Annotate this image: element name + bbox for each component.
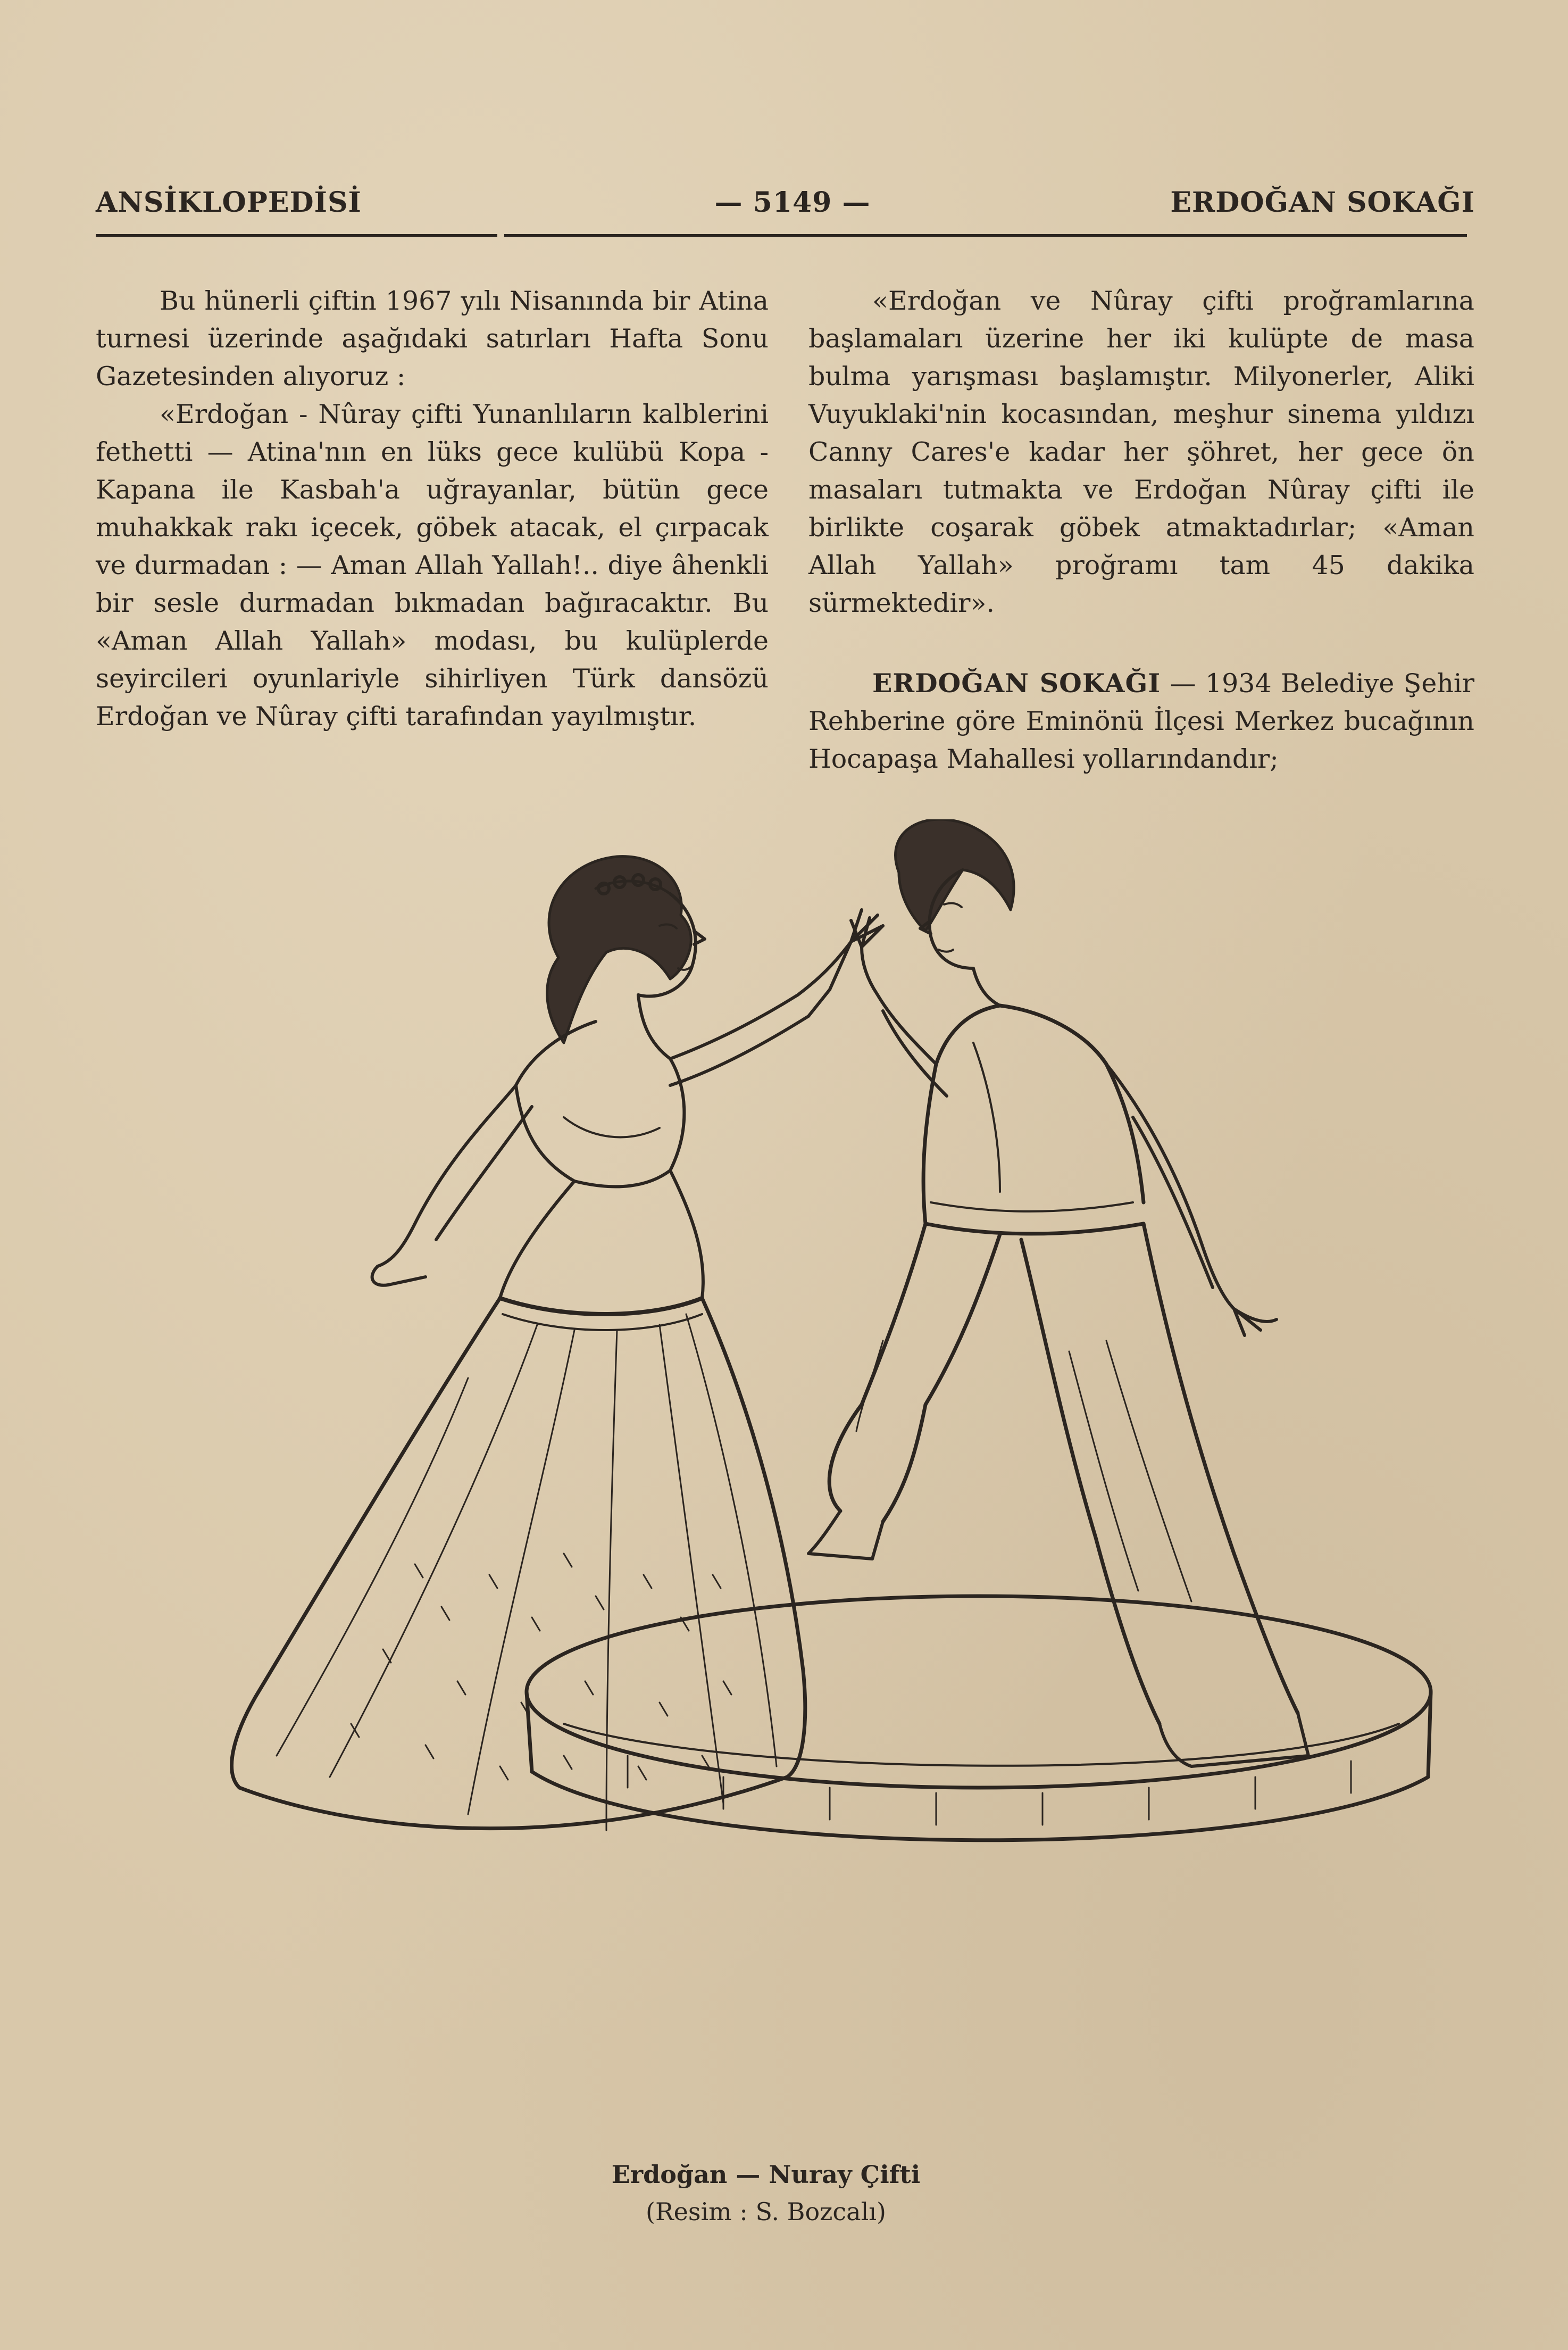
left-column: [96, 282, 769, 735]
man-dancer: [808, 819, 1308, 1766]
right-column: [808, 282, 1474, 778]
left-paragraph-2: «Erdoğan - Nûray çifti Yunanlıların kalblerini fethetti — Atina'nın en lüks gece kulübü Kopa - Kapana ile Kasbah'a uğrayanlar, bütün gece muhakkak rakı içecek, göbek atacak, el çırpacak ve durmadan : — Aman Allah Yallah!.. diye âhenkli bir sesle durmadan bıkmadan bağıracaktır. Bu «Aman Allah Yallah» modası, bu kulüplerde seyircileri oyunlariyle sihirliyen Türk dansözü Erdoğan ve Nûray çifti tarafından yayılmıştır.: [96, 399, 769, 732]
left-paragraph-1: Bu hünerli çiftin 1967 yılı Nisanında bir Atina turnesi üzerinde aşağıdaki satırları Hafta Sonu Gazetesinden alıyoruz :: [96, 286, 769, 392]
running-header-right: ERDOĞAN SOKAĞI: [1170, 186, 1475, 219]
page-number: — 5149 —: [714, 186, 871, 219]
woman-dancer: [232, 857, 883, 1830]
entry-text: — 1934 Belediye Şehir Rehberine göre Eminönü İlçesi Merkez bucağının Hocapaşa Mahallesi yollarındandır;: [808, 668, 1474, 774]
header-rule-left: [96, 234, 497, 237]
illustration-caption-credit: (Resim : S. Bozcalı): [646, 2197, 886, 2226]
round-platform: [527, 1596, 1431, 1840]
dancers-illustration: [191, 819, 1447, 2133]
header-rule-right: [504, 234, 1467, 237]
entry-term: ERDOĞAN SOKAĞI: [872, 668, 1161, 699]
right-paragraph-1: «Erdoğan ve Nûray çifti proğramlarına başlamaları üzerine her iki kulüpte de masa bulma yarışması başlamıştır. Milyonerler, Aliki Vuyuklaki'nin kocasından, meşhur sinema yıldızı Canny Cares'e kadar her şöhret, her gece ön masaları tutmakta ve Erdoğan Nûray çifti ile birlikte coşarak göbek atmaktadırlar; «Aman Allah Yallah» proğramı tam 45 dakika sürmektedir».: [808, 286, 1474, 618]
entry-erdogan-sokagi: [808, 665, 1474, 778]
running-header-left: ANSİKLOPEDİSİ: [96, 186, 362, 219]
illustration-caption-title: Erdoğan — Nuray Çifti: [611, 2160, 921, 2189]
paragraph-spacer: [808, 622, 1474, 665]
